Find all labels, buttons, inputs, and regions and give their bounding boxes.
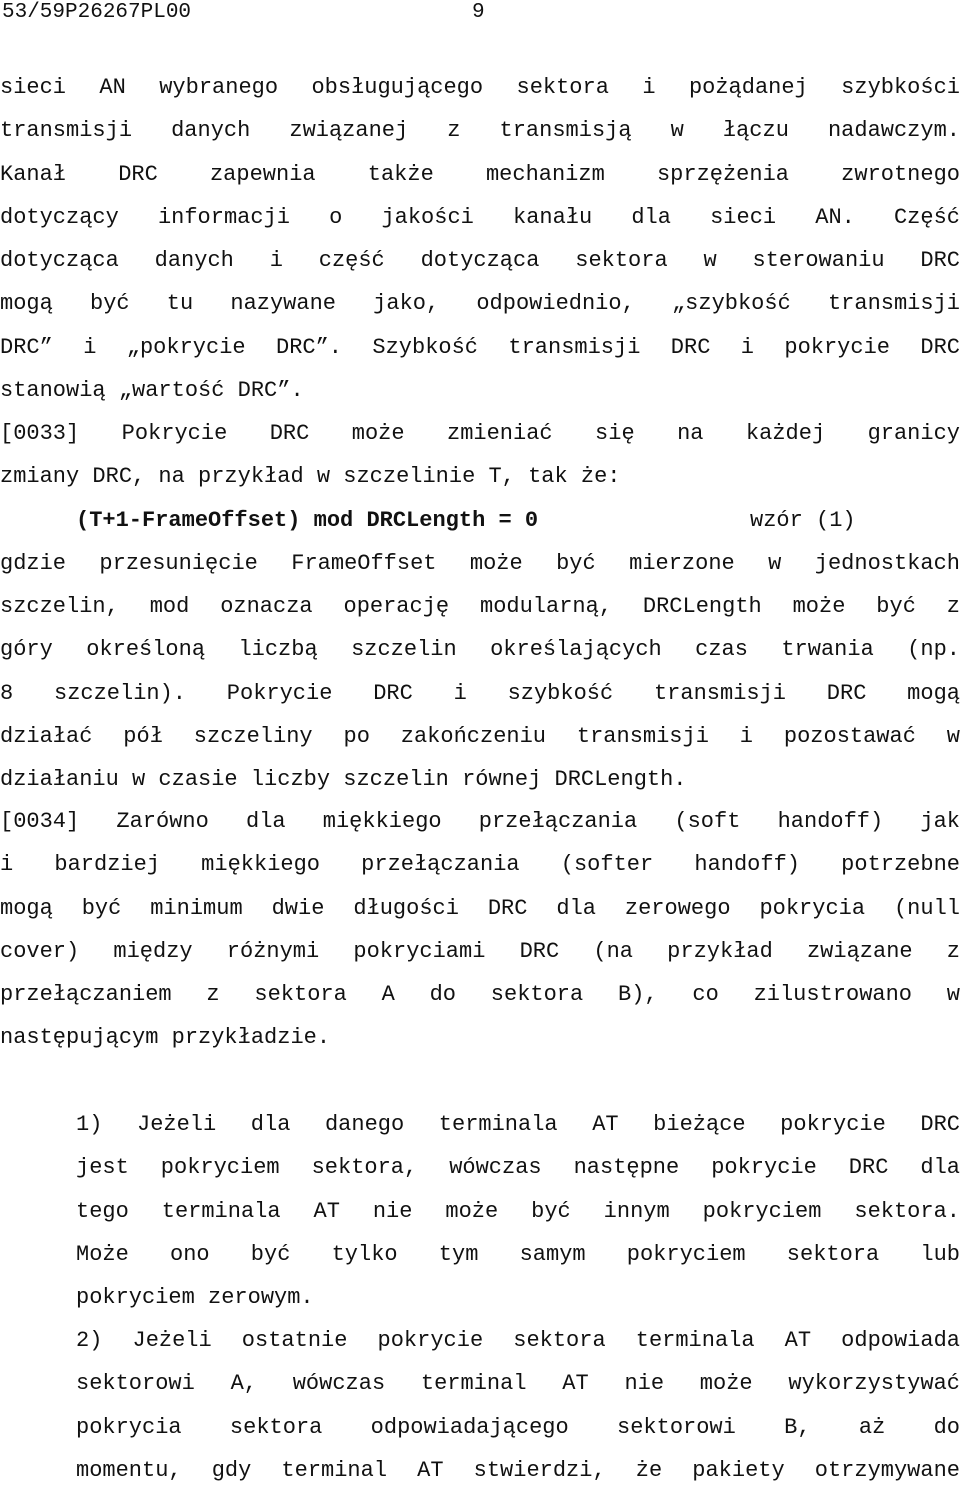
page-header (0, 0, 960, 26)
intro-paragraph (0, 66, 960, 412)
text-line: gdzie przesunięcie FrameOffset może być mierzone w jednostkach (0, 550, 960, 576)
text-line: dotycząca danych i część dotycząca sektora w sterowaniu DRC (0, 248, 960, 274)
text-line: szczelin, mod oznacza operację modularną, DRCLength może być z (0, 594, 960, 620)
page-number: 9 (472, 1, 485, 24)
text-line: Kanał DRC zapewnia także mechanizm sprzężenia zwrotnego (0, 161, 960, 187)
text-line: dotyczący informacji o jakości kanału dla sieci AN. Część (0, 204, 960, 230)
text-line: góry określoną liczbą szczelin określających czas trwania (np. (0, 637, 960, 663)
text-line: Może ono być tylko tym samym pokryciem sektora lub (76, 1241, 960, 1267)
text-line: [0033] Pokrycie DRC może zmieniać się na każdej granicy (0, 421, 960, 446)
text-line: pokrycia sektora odpowiadającego sektorowi B, aż do (76, 1414, 960, 1440)
text-line: mogą być minimum dwie długości DRC dla zerowego pokrycia (null (0, 895, 960, 921)
list-item (76, 1319, 960, 1492)
text-line: [0034] Zarówno dla miękkiego przełączania (soft handoff) jak (0, 809, 960, 834)
text-line: stanowią „wartość DRC”. (0, 378, 304, 404)
text-line: zmiany DRC, na przykład w szczelinie T, tak że: (0, 464, 621, 490)
text-line: cover) między różnymi pokryciami DRC (na przykład związane z (0, 938, 960, 964)
text-line: DRC” i „pokrycie DRC”. Szybkość transmisji DRC i pokrycie DRC (0, 334, 960, 360)
document-id: 53/59P26267PL00 (2, 1, 192, 24)
text-line: i bardziej miękkiego przełączania (softer handoff) potrzebne (0, 852, 960, 878)
text-line: 8 szczelin). Pokrycie DRC i szybkość transmisji DRC mogą (0, 680, 960, 706)
formula-row (0, 499, 960, 542)
text-line: działaniu w czasie liczby szczelin równej DRCLength. (0, 767, 687, 793)
text-line: jest pokryciem sektora, wówczas następne pokrycie DRC dla (76, 1155, 960, 1181)
paragraph-0034 (0, 800, 960, 1060)
text-line: następującym przykładzie. (0, 1025, 331, 1051)
list-item (76, 1103, 960, 1319)
text-line: przełączaniem z sektora A do sektora B), co zilustrowano w (0, 982, 960, 1008)
text-line: działać pół szczeliny po zakończeniu transmisji i pozostawać w (0, 724, 960, 750)
text-line: 1) Jeżeli dla danego terminala AT bieżące pokrycie DRC (76, 1112, 960, 1137)
text-line: sieci AN wybranego obsługującego sektora i pożądanej szybkości (0, 75, 960, 100)
text-line: pokryciem zerowym. (76, 1285, 314, 1311)
text-line: tego terminala AT nie może być innym pokryciem sektora. (76, 1198, 960, 1224)
text-line: mogą być tu nazywane jako, odpowiednio, „szybkość transmisji (0, 291, 960, 317)
paragraph-0033 (0, 412, 960, 802)
formula-label: wzór (1) (750, 507, 856, 533)
text-line: momentu, gdy terminal AT stwierdzi, że pakiety otrzymywane (76, 1457, 960, 1483)
text-line: transmisji danych związanej z transmisją w łączu nadawczym. (0, 118, 960, 144)
text-line: 2) Jeżeli ostatnie pokrycie sektora terminala AT odpowiada (76, 1328, 960, 1353)
formula: (T+1-FrameOffset) mod DRCLength = 0 (76, 507, 539, 533)
text-line: sektorowi A, wówczas terminal AT nie może wykorzystywać (76, 1371, 960, 1397)
